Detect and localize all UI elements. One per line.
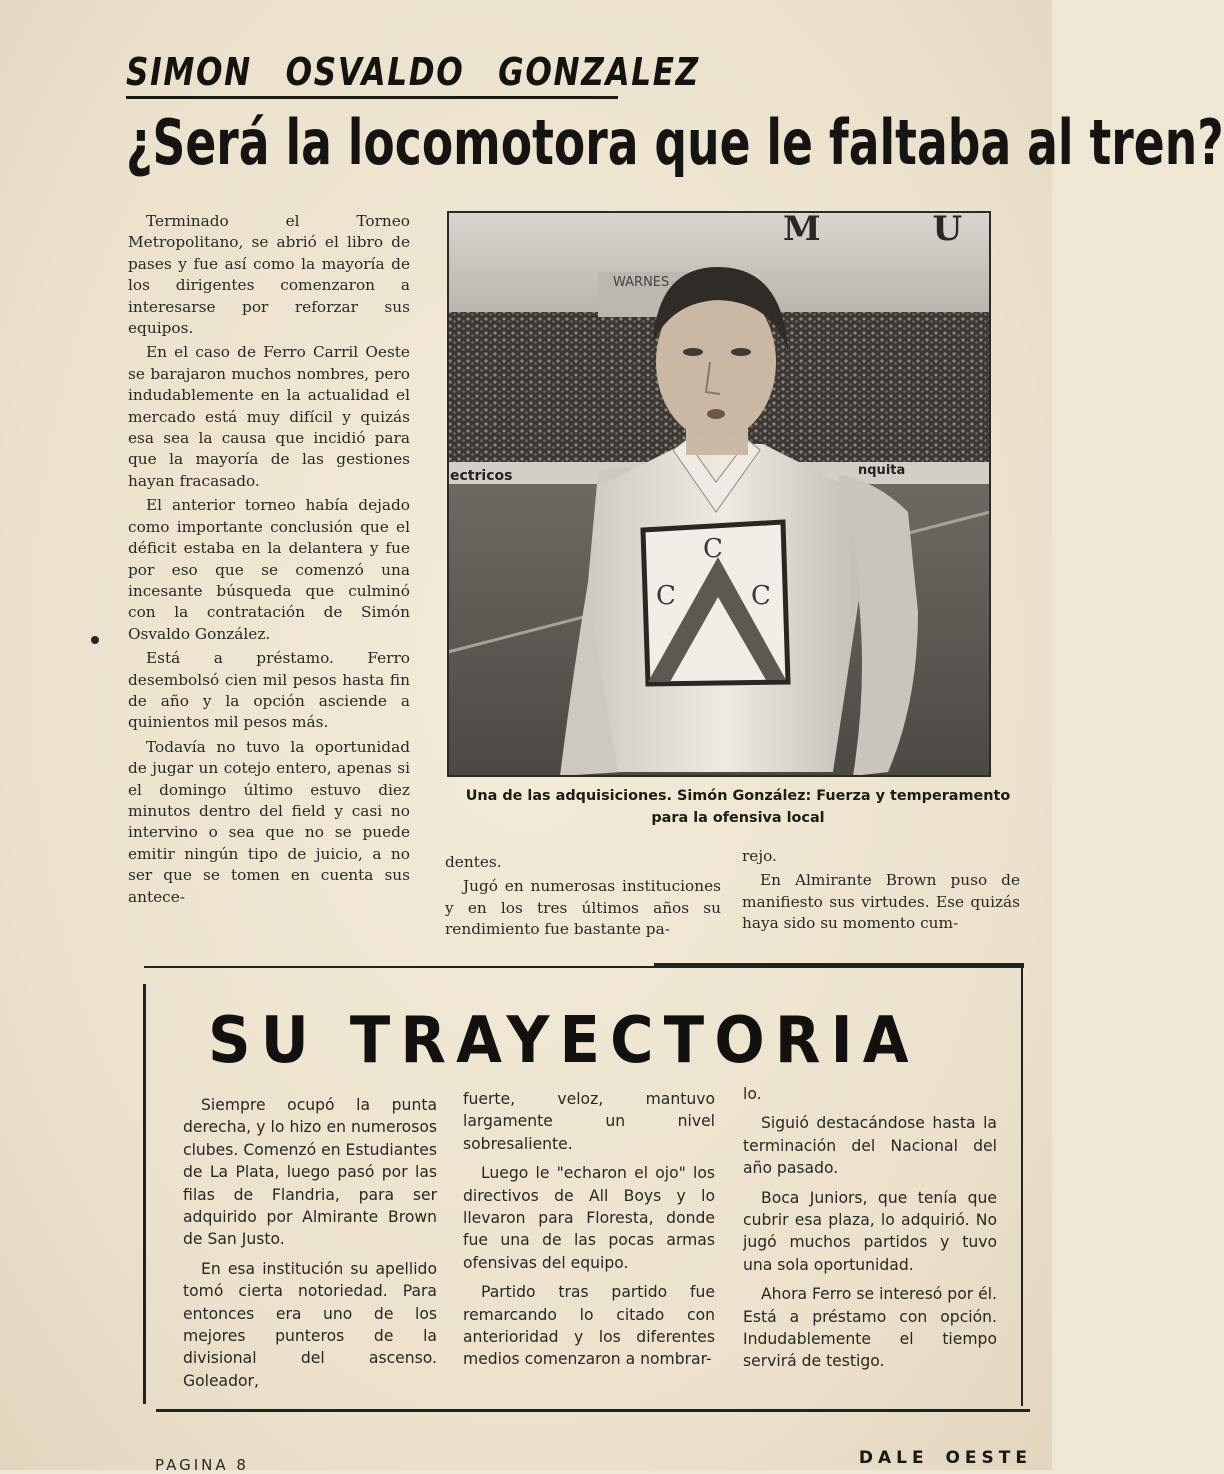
box-border-top xyxy=(144,966,1024,968)
trajectory-paragraph: Siempre ocupó la punta derecha, y lo hizo en numerosos clubes. Comenzó en Estudiantes de La Plata, luego pasó por las filas de Flandria, para ser adquirido por Almirante Brown de San Justo. xyxy=(183,1096,438,1249)
stand-sign-text: WARNES xyxy=(613,275,670,290)
box-border-bottom xyxy=(156,1409,1030,1412)
box-border-top-accent xyxy=(654,963,1024,966)
article-paragraph: En el caso de Ferro Carril Oeste se barajaron muchos nombres, pero indudablemente en la actualidad el mercado está muy difícil y quizás esa sea la causa que incidió para que la mayoría de las gestiones hayan fracasado. xyxy=(128,343,410,490)
box-border-right xyxy=(1021,966,1023,1406)
ad-board-left-text: ectricos xyxy=(450,468,513,484)
article-headline: ¿Será la locomotora que le faltaba al tren? xyxy=(126,106,1224,179)
article-column-2 xyxy=(445,852,721,941)
article-paragraph: dentes. xyxy=(445,853,502,871)
player-photo xyxy=(448,209,1013,776)
article-kicker: SIMON OSVALDO GONZALEZ xyxy=(126,50,700,94)
trajectory-paragraph: Partido tras partido fue remarcando lo citado con anterioridad y los diferentes medios comenzaron a nombrar- xyxy=(463,1283,715,1369)
trajectory-title: SU TRAYECTORIA xyxy=(208,1004,919,1078)
article-paragraph: Está a préstamo. Ferro desembolsó cien mil pesos hasta fin de año y la opción asciende a quinientos mil pesos más. xyxy=(128,649,410,732)
photo-caption-line-2: para la ofensiva local xyxy=(651,810,825,826)
article-paragraph: En Almirante Brown puso de manifiesto sus virtudes. Ese quizás haya sido su momento cum- xyxy=(742,871,1020,933)
photo-caption xyxy=(448,785,1028,829)
svg-text:C: C xyxy=(656,581,676,611)
kicker-underline xyxy=(126,96,618,99)
player-photo-image xyxy=(448,209,1013,776)
trajectory-paragraph: Luego le "echaron el ojo" los directivos de All Boys y lo llevaron para Floresta, donde fue una de las pocas armas ofensivas del equipo. xyxy=(463,1164,715,1272)
article-paragraph: rejo. xyxy=(742,847,777,865)
trajectory-paragraph: En esa institución su apellido tomó cierta notoriedad. Para entonces era uno de los mejores punteros de la divisional del ascenso. Goleador, xyxy=(183,1259,437,1390)
magazine-name: DALE OESTE xyxy=(858,1448,1032,1468)
page-number: PAGINA 8 xyxy=(155,1456,249,1474)
article-paragraph: Jugó en numerosas instituciones y en los tres últimos años su rendimiento fue bastante pa- xyxy=(445,877,721,939)
trajectory-column-3 xyxy=(743,1083,997,1373)
stadium-banner-text: M U xyxy=(783,209,1013,249)
svg-text:C: C xyxy=(703,534,723,564)
box-border-left xyxy=(143,984,146,1404)
ink-speck xyxy=(91,636,99,644)
trajectory-paragraph: fuerte, veloz, mantuvo largamente un nivel sobresaliente. xyxy=(463,1090,715,1153)
trajectory-paragraph: Ahora Ferro se interesó por él. Está a préstamo con opción. Indudablemente el tiempo servirá de testigo. xyxy=(743,1285,997,1371)
article-column-1 xyxy=(128,211,410,908)
trajectory-paragraph: Boca Juniors, que tenía que cubrir esa plaza, lo adquirió. No jugó muchos partidos y tuvo una sola oportunidad. xyxy=(743,1188,997,1274)
trajectory-column-1 xyxy=(183,1094,437,1392)
article-paragraph: Terminado el Torneo Metropolitano, se abrió el libro de pases y fue así como la mayoría de los dirigentes comenzaron a interesarse por reforzar sus equipos. xyxy=(128,212,410,338)
article-paragraph: El anterior torneo había dejado como importante conclusión que el déficit estaba en la delantera y fue por eso que se comenzó una incesante búsqueda que culminó con la contratación de Simón Osvaldo González. xyxy=(128,496,410,643)
svg-text:C: C xyxy=(751,581,771,611)
trajectory-paragraph: lo. xyxy=(743,1085,762,1103)
photo-caption-line-1: Una de las adquisiciones. Simón González: Fuerza y temperamento xyxy=(465,788,1011,804)
article-column-3 xyxy=(742,846,1020,935)
trajectory-paragraph: Siguió destacándose hasta la terminación del Nacional del año pasado. xyxy=(743,1114,997,1178)
trajectory-column-2 xyxy=(463,1088,715,1371)
article-paragraph: Todavía no tuvo la oportunidad de jugar un cotejo entero, apenas si el domingo último estuvo diez minutos dentro del field y casi no intervino o sea que no se puede emitir ningún tipo de juicio, a no ser que se tomen en cuenta sus antece- xyxy=(128,737,410,906)
ad-board-right-text: nquita xyxy=(858,463,906,478)
